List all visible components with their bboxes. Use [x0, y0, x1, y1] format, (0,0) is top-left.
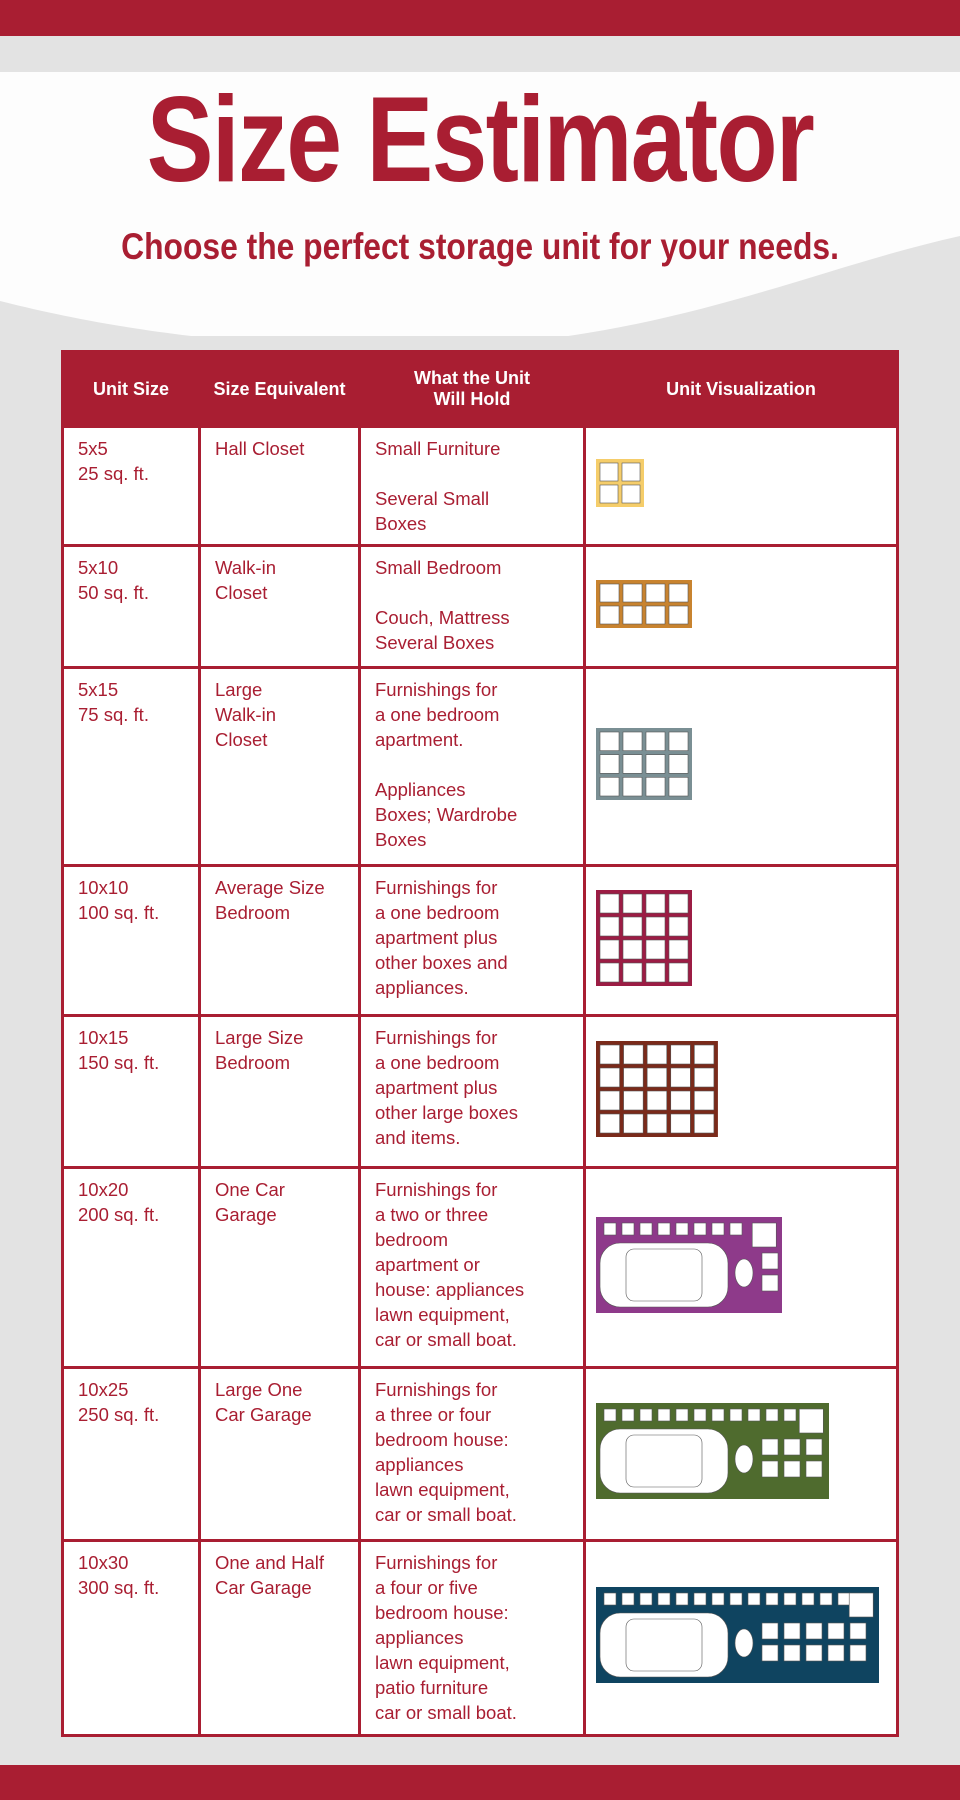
cell-size: 10x25 250 sq. ft. [63, 1368, 200, 1541]
cell-visualization [585, 668, 898, 866]
cell-size: 10x20 200 sq. ft. [63, 1168, 200, 1368]
cell-visualization [585, 427, 898, 546]
table-row [63, 1368, 898, 1541]
cell-hold: Furnishings for a three or four bedroom house: appliances lawn equipment, car or small boat. [360, 1368, 585, 1541]
cell-size: 10x10 100 sq. ft. [63, 866, 200, 1016]
table-row [63, 866, 898, 1016]
top-bar [0, 0, 960, 36]
unit-floorplan-icon [596, 1217, 782, 1313]
unit-floorplan-icon [596, 1587, 879, 1683]
header-size-equivalent: Size Equivalent [200, 352, 360, 427]
table-row [63, 668, 898, 866]
cell-visualization [585, 866, 898, 1016]
cell-hold: Small Bedroom Couch, Mattress Several Boxes [360, 546, 585, 668]
cell-hold: Furnishings for a four or five bedroom house: appliances lawn equipment, patio furniture car or small boat. [360, 1541, 585, 1736]
cell-size: 5x10 50 sq. ft. [63, 546, 200, 668]
cell-hold: Furnishings for a one bedroom apartment plus other large boxes and items. [360, 1016, 585, 1168]
header-unit-hold: What the Unit Will Hold [360, 352, 585, 427]
table-row [63, 427, 898, 546]
unit-floorplan-icon [596, 459, 644, 507]
header-unit-visualization: Unit Visualization [585, 352, 898, 427]
cell-visualization [585, 546, 898, 668]
cell-equiv: One and Half Car Garage [200, 1541, 360, 1736]
cell-equiv: Large Size Bedroom [200, 1016, 360, 1168]
cell-size: 10x15 150 sq. ft. [63, 1016, 200, 1168]
unit-floorplan-icon [596, 728, 692, 800]
table-row [63, 1016, 898, 1168]
unit-floorplan-icon [596, 1041, 718, 1137]
cell-hold: Small Furniture Several Small Boxes [360, 427, 585, 546]
unit-floorplan-icon [596, 1403, 829, 1499]
cell-hold: Furnishings for a one bedroom apartment. Appliances Boxes; Wardrobe Boxes [360, 668, 585, 866]
cell-equiv: One Car Garage [200, 1168, 360, 1368]
cell-size: 5x15 75 sq. ft. [63, 668, 200, 866]
cell-hold: Furnishings for a two or three bedroom apartment or house: appliances lawn equipment, car or small boat. [360, 1168, 585, 1368]
cell-size: 5x5 25 sq. ft. [63, 427, 200, 546]
cell-visualization [585, 1368, 898, 1541]
header-unit-size: Unit Size [63, 352, 200, 427]
page-title: Size Estimator [146, 71, 814, 207]
table-row [63, 546, 898, 668]
cell-equiv: Walk-in Closet [200, 546, 360, 668]
table-row [63, 1168, 898, 1368]
size-table [61, 350, 899, 1737]
cell-equiv: Large Walk-in Closet [200, 668, 360, 866]
table-header [63, 352, 898, 427]
cell-visualization [585, 1168, 898, 1368]
cell-hold: Furnishings for a one bedroom apartment plus other boxes and appliances. [360, 866, 585, 1016]
cell-equiv: Average Size Bedroom [200, 866, 360, 1016]
cell-visualization [585, 1016, 898, 1168]
cell-visualization [585, 1541, 898, 1736]
bottom-bar [0, 1765, 960, 1800]
cell-equiv: Large One Car Garage [200, 1368, 360, 1541]
table-row [63, 1541, 898, 1736]
page-subtitle: Choose the perfect storage unit for your needs. [121, 226, 839, 267]
cell-equiv: Hall Closet [200, 427, 360, 546]
cell-size: 10x30 300 sq. ft. [63, 1541, 200, 1736]
unit-floorplan-icon [596, 580, 692, 628]
unit-floorplan-icon [596, 890, 692, 986]
